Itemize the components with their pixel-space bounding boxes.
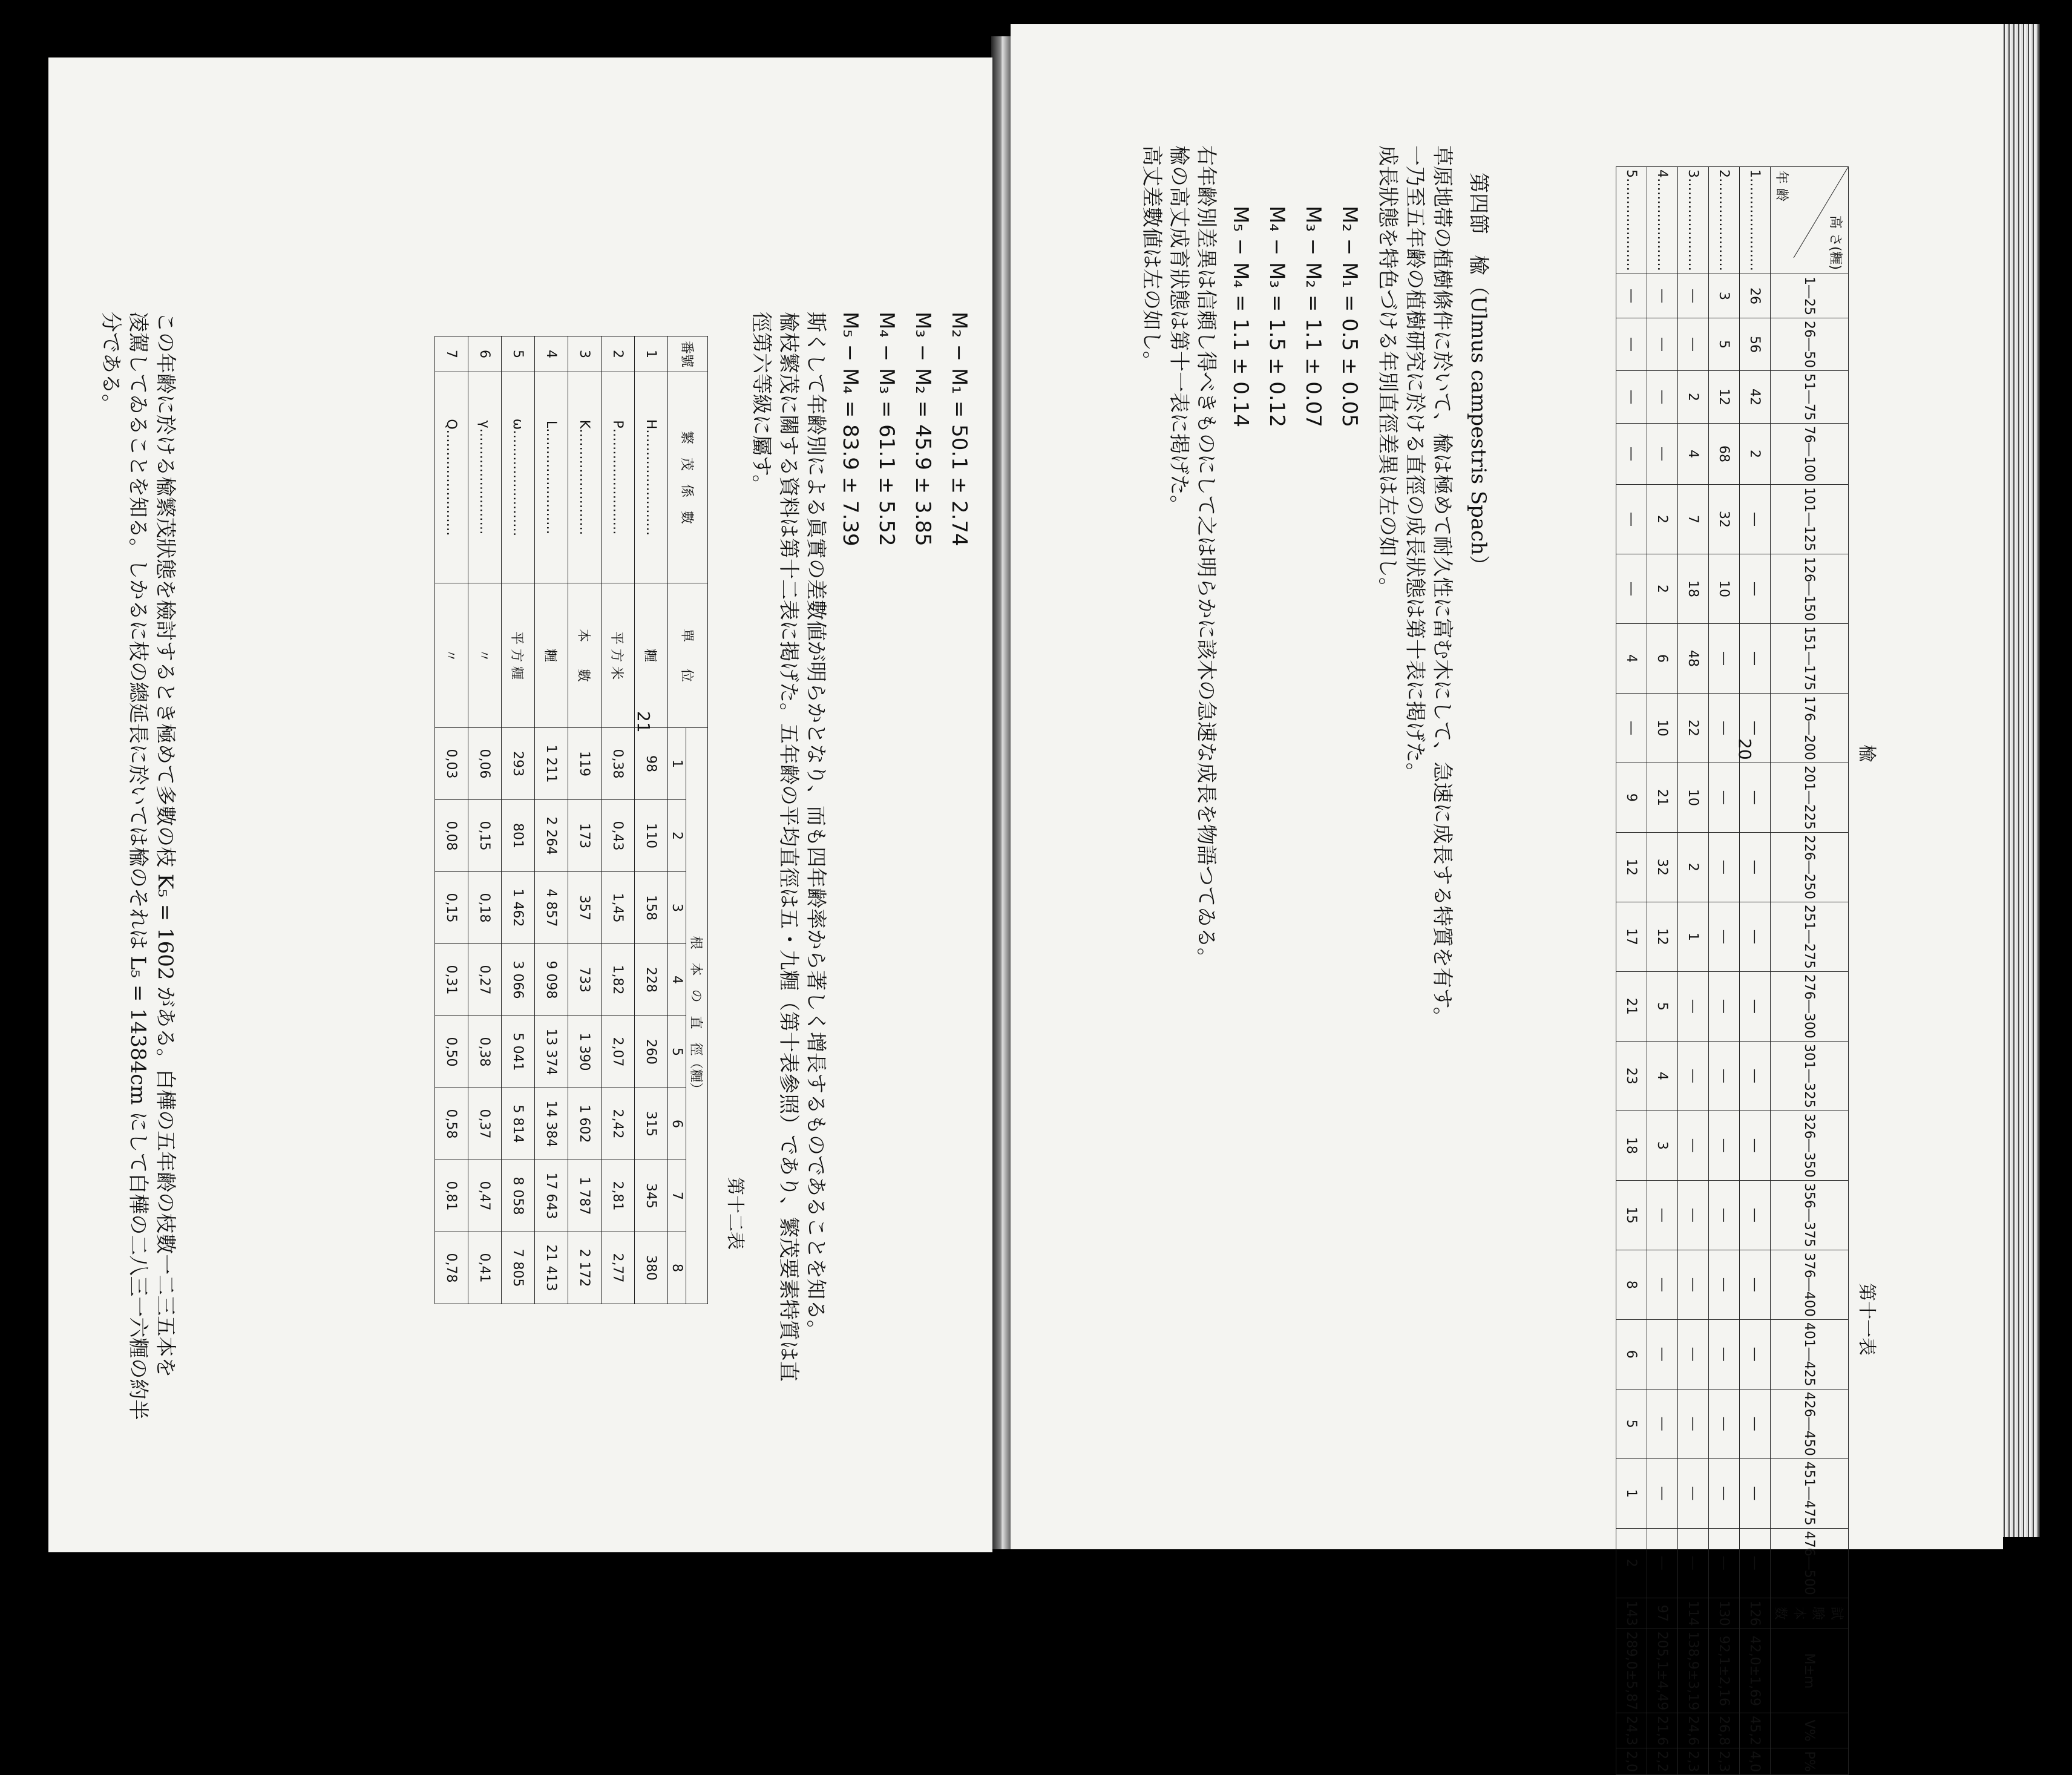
table-12-value-cell: 0,27 bbox=[468, 944, 502, 1016]
table-11-count-cell: ― bbox=[1740, 623, 1771, 693]
table-12-value-cell: 2,77 bbox=[602, 1232, 635, 1304]
table-11-count-cell: 42 bbox=[1740, 371, 1771, 424]
table-11-height-class: 451―475 bbox=[1771, 1458, 1849, 1528]
table-11-count-cell: ― bbox=[1709, 1180, 1740, 1250]
table-12-unit-cell: 本 數 bbox=[568, 583, 602, 728]
left-equation-1: M₂ − M₁ = 50.1 ± 2.74 bbox=[947, 312, 971, 546]
table-11-count-cell: ― bbox=[1740, 1389, 1771, 1458]
table-12-no-cell: 6 bbox=[468, 336, 502, 372]
right-page bbox=[1011, 24, 2003, 1773]
table-12-value-cell: 0,41 bbox=[468, 1232, 502, 1304]
table-11-p-cell: 2,0 bbox=[1616, 1748, 1647, 1775]
table-12-name-cell: Q…………………… bbox=[435, 372, 468, 583]
table-11-count-cell: ― bbox=[1740, 1250, 1771, 1319]
table-12-value-cell: 119 bbox=[568, 728, 602, 800]
table-12-value-cell: 0,08 bbox=[435, 800, 468, 872]
table-12-value-cell: 1 787 bbox=[568, 1160, 602, 1232]
table-12-value-cell: 801 bbox=[502, 800, 535, 872]
table-11-count-cell: ― bbox=[1740, 1111, 1771, 1180]
table-11-age-cell: 4………………… bbox=[1647, 167, 1678, 274]
table-12-value-cell: 0,43 bbox=[602, 800, 635, 872]
table-12-value-cell: 0,50 bbox=[435, 1016, 468, 1088]
table-11-corner-top: 高 さ(糎) bbox=[1828, 215, 1843, 270]
table-11-count-cell: 4 bbox=[1616, 623, 1647, 693]
page-header-table-label: 第十一表 bbox=[1856, 1283, 1877, 1356]
table-12-value-cell: 0,58 bbox=[435, 1088, 468, 1160]
table-row bbox=[502, 336, 535, 1304]
right-para1-line3: 成長狀態を特色づける年別直徑差異は左の如し。 bbox=[1375, 145, 1400, 598]
table-12-unit-cell: 平 方 糎 bbox=[502, 583, 535, 728]
table-11-v-cell: 24,6 bbox=[1678, 1713, 1709, 1748]
table-11-count-cell: 9 bbox=[1616, 763, 1647, 832]
table-12-col-name: 繁 茂 係 數 bbox=[668, 372, 708, 583]
table-12-no-cell: 5 bbox=[502, 336, 535, 372]
table-12-value-cell: 1 211 bbox=[535, 728, 568, 800]
right-para2-line3: 高丈差數値は左の如し。 bbox=[1139, 145, 1164, 372]
table-11-count-cell: 3 bbox=[1647, 1111, 1678, 1180]
left-page-rotated-content bbox=[48, 57, 992, 1552]
table-12-value-cell: 2,07 bbox=[602, 1016, 635, 1088]
table-11-height-class: 301―325 bbox=[1771, 1041, 1849, 1111]
table-11-count-cell: ― bbox=[1647, 318, 1678, 371]
table-11-count-cell: 12 bbox=[1616, 832, 1647, 902]
table-11-count-cell: ― bbox=[1740, 693, 1771, 763]
table-11-count-cell: 4 bbox=[1678, 424, 1709, 485]
table-11-p-cell: 4,0 bbox=[1740, 1748, 1771, 1775]
table-12-value-cell: 733 bbox=[568, 944, 602, 1016]
table-11-m-cell: 205,1±4,49 bbox=[1647, 1629, 1678, 1713]
right-equation-2: M₃ − M₂ = 1.1 ± 0.07 bbox=[1301, 206, 1325, 428]
table-11-count-cell: ― bbox=[1647, 1180, 1678, 1250]
left-equation-4: M₅ − M₄ = 83.9 ± 7.39 bbox=[838, 312, 862, 546]
table-12-diam-col: 7 bbox=[668, 1160, 686, 1232]
table-11-m-cell: 138,9±3,19 bbox=[1678, 1629, 1709, 1713]
table-12-value-cell: 14 384 bbox=[535, 1088, 568, 1160]
table-11-height-class: 76―100 bbox=[1771, 424, 1849, 485]
table-11-count-cell: ― bbox=[1740, 1458, 1771, 1528]
table-12-value-cell: 13 374 bbox=[535, 1016, 568, 1088]
table-11-count-cell: 1 bbox=[1678, 902, 1709, 971]
table-11-height-class: 151―175 bbox=[1771, 623, 1849, 693]
table-row bbox=[435, 336, 468, 1304]
table-12-value-cell: 357 bbox=[568, 872, 602, 944]
table-11-count-cell: ― bbox=[1647, 371, 1678, 424]
table-12-value-cell: 5 041 bbox=[502, 1016, 535, 1088]
table-11-count-cell: 2 bbox=[1678, 832, 1709, 902]
table-11-count-cell: ― bbox=[1709, 693, 1740, 763]
table-11-count-cell: ― bbox=[1647, 1389, 1678, 1458]
table-11-v-cell: 45,2 bbox=[1740, 1713, 1771, 1748]
table-11-height-class: 276―300 bbox=[1771, 971, 1849, 1041]
table-12-no-cell: 4 bbox=[535, 336, 568, 372]
table-12-value-cell: 2,81 bbox=[602, 1160, 635, 1232]
table-12-unit-cell: 平 方 米 bbox=[602, 583, 635, 728]
table-11-height-class: 1―25 bbox=[1771, 274, 1849, 318]
table-12-unit-cell: 糎 bbox=[635, 583, 668, 728]
table-11-count-cell: ― bbox=[1616, 274, 1647, 318]
table-11-height-class: 101―125 bbox=[1771, 485, 1849, 554]
table-11-count-cell: ― bbox=[1709, 832, 1740, 902]
table-11-count-cell: ― bbox=[1616, 693, 1647, 763]
table-11-count-cell: 3 bbox=[1709, 274, 1740, 318]
table-11-count-cell: 32 bbox=[1709, 485, 1740, 554]
table-12-value-cell: 228 bbox=[635, 944, 668, 1016]
table-12-value-cell: 0,31 bbox=[435, 944, 468, 1016]
table-12-value-cell: 5 814 bbox=[502, 1088, 535, 1160]
table-11-count-cell: 2 bbox=[1616, 1528, 1647, 1598]
table-11-count-cell: 12 bbox=[1647, 902, 1678, 971]
table-11-count-cell: 5 bbox=[1709, 318, 1740, 371]
table-12-value-cell: 173 bbox=[568, 800, 602, 872]
table-12-name-cell: γ…………………… bbox=[468, 372, 502, 583]
table-12-unit-cell: 〃 bbox=[435, 583, 468, 728]
table-11-count-cell: ― bbox=[1740, 1319, 1771, 1389]
table-11-age-cell: 3………………… bbox=[1678, 167, 1709, 274]
table-11-n-cell: 126 bbox=[1740, 1598, 1771, 1629]
table-11-count-cell: ― bbox=[1616, 318, 1647, 371]
table-11-age-cell: 1………………… bbox=[1740, 167, 1771, 274]
right-equation-1: M₂ − M₁ = 0.5 ± 0.05 bbox=[1337, 206, 1362, 428]
table-12-value-cell: 9 098 bbox=[535, 944, 568, 1016]
table-12-value-cell: 0,47 bbox=[468, 1160, 502, 1232]
table-12-value-cell: 345 bbox=[635, 1160, 668, 1232]
table-11-p-cell: 2,3 bbox=[1678, 1748, 1709, 1775]
table-11-count-cell: ― bbox=[1616, 424, 1647, 485]
table-12-name-cell: ω…………………… bbox=[502, 372, 535, 583]
table-12-value-cell: 0,37 bbox=[468, 1088, 502, 1160]
table-11-count-cell: ― bbox=[1678, 1528, 1709, 1598]
table-11-extra-header: V% bbox=[1771, 1713, 1849, 1748]
table-12-no-cell: 7 bbox=[435, 336, 468, 372]
table-12-value-cell: 2 264 bbox=[535, 800, 568, 872]
table-11-count-cell: 1 bbox=[1616, 1458, 1647, 1528]
table-12-value-cell: 0,38 bbox=[468, 1016, 502, 1088]
table-12-value-cell: 1 602 bbox=[568, 1088, 602, 1160]
table-11-count-cell: ― bbox=[1647, 1458, 1678, 1528]
table-11-count-cell: 2 bbox=[1678, 371, 1709, 424]
table-11-count-cell: ― bbox=[1740, 554, 1771, 623]
table-11-count-cell: ― bbox=[1616, 371, 1647, 424]
table-11-count-cell: ― bbox=[1678, 971, 1709, 1041]
table-12-diam-col: 3 bbox=[668, 872, 686, 944]
table-12-value-cell: 110 bbox=[635, 800, 668, 872]
table-11-count-cell: ― bbox=[1740, 1041, 1771, 1111]
table-11-height-class: 356―375 bbox=[1771, 1180, 1849, 1250]
table-11-height-class: 376―400 bbox=[1771, 1250, 1849, 1319]
table-12-value-cell: 2 172 bbox=[568, 1232, 602, 1304]
table-11-count-cell: ― bbox=[1740, 971, 1771, 1041]
table-12-value-cell: 2,42 bbox=[602, 1088, 635, 1160]
table-11-count-cell: ― bbox=[1678, 1319, 1709, 1389]
table-11-height-class: 251―275 bbox=[1771, 902, 1849, 971]
table-11-height-class: 51―75 bbox=[1771, 371, 1849, 424]
table-11-count-cell: ― bbox=[1740, 1180, 1771, 1250]
table-12-value-cell: 17 643 bbox=[535, 1160, 568, 1232]
table-12-col-unit: 單 位 bbox=[668, 583, 708, 728]
table-11-count-cell: 4 bbox=[1647, 1041, 1678, 1111]
table-11-height-class: 326―350 bbox=[1771, 1111, 1849, 1180]
page-number-20: 20 bbox=[1735, 738, 1755, 760]
table-11-count-cell: 56 bbox=[1740, 318, 1771, 371]
table-11-count-cell: ― bbox=[1647, 274, 1678, 318]
table-11-count-cell: ― bbox=[1709, 1111, 1740, 1180]
table-12-diam-col: 8 bbox=[668, 1232, 686, 1304]
right-para1-line1: 草原地帯の植樹條件に於いて、楡は極めて耐久性に富む木にして、急速に成長する特質を有す。 bbox=[1430, 145, 1454, 1028]
table-11-count-cell: 17 bbox=[1616, 902, 1647, 971]
table-11-count-cell: 10 bbox=[1709, 554, 1740, 623]
table-11-p-cell: 2,2 bbox=[1647, 1748, 1678, 1775]
right-page-rotated-content bbox=[1011, 24, 2003, 1773]
table-12-no-cell: 3 bbox=[568, 336, 602, 372]
table-11 bbox=[1616, 166, 1849, 1775]
table-12-diam-col: 6 bbox=[668, 1088, 686, 1160]
table-11-age-cell: 5………………… bbox=[1616, 167, 1647, 274]
table-11-count-cell: ― bbox=[1678, 1180, 1709, 1250]
table-11-extra-header: 試験本数 bbox=[1771, 1598, 1849, 1629]
left-para1-line3: 徑第六等級に屬す。 bbox=[749, 312, 773, 496]
table-12-value-cell: 7 805 bbox=[502, 1232, 535, 1304]
table-12-value-cell: 315 bbox=[635, 1088, 668, 1160]
table-12-value-cell: 4 857 bbox=[535, 872, 568, 944]
table-12-value-cell: 0,03 bbox=[435, 728, 468, 800]
table-11-count-cell: ― bbox=[1678, 1250, 1709, 1319]
table-11-count-cell: ― bbox=[1647, 1250, 1678, 1319]
table-12-value-cell: 260 bbox=[635, 1016, 668, 1088]
table-11-count-cell: 2 bbox=[1740, 424, 1771, 485]
table-12-value-cell: 0,78 bbox=[435, 1232, 468, 1304]
table-11-p-cell: 2,3 bbox=[1709, 1748, 1740, 1775]
table-11-corner-bottom: 年 齢 bbox=[1774, 171, 1789, 202]
table-row bbox=[468, 336, 502, 1304]
right-equation-4: M₅ − M₄ = 1.1 ± 0.14 bbox=[1228, 206, 1253, 428]
table-12-header-group: 根 本 の 直 徑（糎） bbox=[686, 728, 708, 1304]
table-11-count-cell: ― bbox=[1709, 1389, 1740, 1458]
table-11-count-cell: 6 bbox=[1647, 623, 1678, 693]
table-11-n-cell: 114 bbox=[1678, 1598, 1709, 1629]
table-12-value-cell: 98 bbox=[635, 728, 668, 800]
table-11-count-cell: ― bbox=[1678, 1389, 1709, 1458]
table-11-count-cell: 10 bbox=[1678, 763, 1709, 832]
table-11-count-cell: ― bbox=[1709, 763, 1740, 832]
table-12-value-cell: 0,06 bbox=[468, 728, 502, 800]
table-12-value-cell: 0,15 bbox=[435, 872, 468, 944]
table-12-diam-col: 5 bbox=[668, 1016, 686, 1088]
table-11-v-cell: 26,8 bbox=[1709, 1713, 1740, 1748]
table-row bbox=[1709, 167, 1740, 1775]
table-11-height-class: 201―225 bbox=[1771, 763, 1849, 832]
table-12-no-cell: 1 bbox=[635, 336, 668, 372]
table-11-count-cell: 23 bbox=[1616, 1041, 1647, 1111]
table-11-count-cell: 5 bbox=[1647, 971, 1678, 1041]
table-11-m-cell: 289,0±5,87 bbox=[1616, 1629, 1647, 1713]
table-row bbox=[602, 336, 635, 1304]
table-11-count-cell: 10 bbox=[1647, 693, 1678, 763]
table-11-count-cell: ― bbox=[1709, 1319, 1740, 1389]
table-11-count-cell: 6 bbox=[1616, 1319, 1647, 1389]
left-para1-line1: 斯くして年齢別による眞實の差數値が明らかとなり、而も四年齢率から著しく增長するものであることを知る。 bbox=[804, 312, 828, 1340]
table-11-height-class: 226―250 bbox=[1771, 832, 1849, 902]
table-11-count-cell: ― bbox=[1616, 554, 1647, 623]
table-11-n-cell: 143 bbox=[1616, 1598, 1647, 1629]
table-12-value-cell: 0,38 bbox=[602, 728, 635, 800]
page-header-center: 楡 bbox=[1856, 744, 1877, 763]
table-12-value-cell: 0,15 bbox=[468, 800, 502, 872]
table-11-count-cell: ― bbox=[1647, 1319, 1678, 1389]
left-para2-line3: 分である。 bbox=[99, 312, 123, 415]
table-11-count-cell: 5 bbox=[1616, 1389, 1647, 1458]
table-11-count-cell: 2 bbox=[1647, 485, 1678, 554]
table-11-count-cell: 12 bbox=[1709, 371, 1740, 424]
table-12-diam-col: 2 bbox=[668, 800, 686, 872]
table-11-count-cell: 22 bbox=[1678, 693, 1709, 763]
table-11-height-class: 26―50 bbox=[1771, 318, 1849, 371]
table-11-count-cell: ― bbox=[1678, 1041, 1709, 1111]
right-para2-line1: 右年齢別差異は信頼し得べきものにして之は明らかに該木の急速な成長を物語つてゐる。 bbox=[1194, 145, 1218, 968]
table-11-height-class: 476―500 bbox=[1771, 1528, 1849, 1598]
table-11-height-class: 426―450 bbox=[1771, 1389, 1849, 1458]
left-para1-line2: 楡枝繁茂に關する資料は第十二表に掲げた。五年齢の平均直徑は五・九糎（第十表參照）であり、繁茂要素特質は直 bbox=[776, 312, 801, 1382]
table-11-corner-cell bbox=[1771, 167, 1849, 274]
table-11-extra-header: M±m bbox=[1771, 1629, 1849, 1713]
table-11-count-cell: ― bbox=[1740, 1528, 1771, 1598]
table-12-value-cell: 1,45 bbox=[602, 872, 635, 944]
left-para2-line1: この年齢に於ける楡繁茂狀態を檢討するとき極めて多數の枝 K₅ = 1602 がある。白樺の五年齢の枝數一二三五本を bbox=[153, 312, 177, 1378]
table-12-name-cell: P…………………… bbox=[602, 372, 635, 583]
table-11-age-cell: 2………………… bbox=[1709, 167, 1740, 274]
table-11-count-cell: 32 bbox=[1647, 832, 1678, 902]
table-12-value-cell: 293 bbox=[502, 728, 535, 800]
table-12-value-cell: 1,82 bbox=[602, 944, 635, 1016]
table-12-no-cell: 2 bbox=[602, 336, 635, 372]
table-row bbox=[1740, 167, 1771, 1775]
table-12-value-cell: 380 bbox=[635, 1232, 668, 1304]
table-12-name-cell: K…………………… bbox=[568, 372, 602, 583]
table-11-count-cell: ― bbox=[1678, 1111, 1709, 1180]
table-11-count-cell: ― bbox=[1709, 1041, 1740, 1111]
table-11-count-cell: ― bbox=[1740, 485, 1771, 554]
page-edges bbox=[1997, 24, 2039, 1537]
table-11-count-cell: 21 bbox=[1616, 971, 1647, 1041]
table-11-count-cell: ― bbox=[1709, 1528, 1740, 1598]
table-row bbox=[1616, 167, 1647, 1775]
left-equation-2: M₃ − M₂ = 45.9 ± 3.85 bbox=[911, 312, 935, 546]
table-11-m-cell: 92,1±2,16 bbox=[1709, 1629, 1740, 1713]
table-11-count-cell: 18 bbox=[1678, 554, 1709, 623]
table-row bbox=[635, 336, 668, 1304]
table-12-header-row-1 bbox=[686, 336, 708, 1304]
table-12-unit-cell: 糎 bbox=[535, 583, 568, 728]
right-equation-3: M₄ − M₃ = 1.5 ± 0.12 bbox=[1265, 206, 1289, 428]
table-11-count-cell: ― bbox=[1740, 832, 1771, 902]
table-11-count-cell: 8 bbox=[1616, 1250, 1647, 1319]
table-12-label: 第十二表 bbox=[724, 1177, 746, 1250]
table-11-count-cell: 15 bbox=[1616, 1180, 1647, 1250]
table-11-count-cell: ― bbox=[1709, 1458, 1740, 1528]
table-12-value-cell: 0,18 bbox=[468, 872, 502, 944]
table-12-value-cell: 0,81 bbox=[435, 1160, 468, 1232]
table-11-count-cell: 26 bbox=[1740, 274, 1771, 318]
left-para2-line2: 凌駕してゐることを知る。しかるに枝の總延長に於いては楡のそれは L₅ = 14384cm にして白樺の二八三一六糎の約半 bbox=[126, 312, 150, 1420]
page-number-21: 21 bbox=[634, 711, 654, 733]
table-12-value-cell: 21 413 bbox=[535, 1232, 568, 1304]
table-11-count-cell: ― bbox=[1616, 485, 1647, 554]
left-equation-3: M₄ − M₃ = 61.1 ± 5.52 bbox=[874, 312, 899, 546]
left-page bbox=[48, 57, 992, 1552]
table-11-height-class: 176―200 bbox=[1771, 693, 1849, 763]
right-para1-line2: 一乃至五年齢の植樹研究に於ける直徑の成長狀態は第十表に掲げた。 bbox=[1403, 145, 1427, 783]
section-heading: 第四節 楡（Ulmus campestris Spach） bbox=[1466, 172, 1490, 576]
table-11-count-cell: ― bbox=[1709, 1250, 1740, 1319]
table-11-count-cell: ― bbox=[1740, 902, 1771, 971]
table-11-count-cell: ― bbox=[1709, 623, 1740, 693]
table-12-diam-col: 1 bbox=[668, 728, 686, 800]
table-11-m-cell: 42,0±1,69 bbox=[1740, 1629, 1771, 1713]
table-11-count-cell: ― bbox=[1709, 971, 1740, 1041]
table-11-count-cell: 68 bbox=[1709, 424, 1740, 485]
table-11-header-row bbox=[1771, 167, 1849, 1775]
table-row bbox=[535, 336, 568, 1304]
table-11-height-class: 401―425 bbox=[1771, 1319, 1849, 1389]
table-row bbox=[1647, 167, 1678, 1775]
table-12-unit-cell: 〃 bbox=[468, 583, 502, 728]
table-12-value-cell: 1 390 bbox=[568, 1016, 602, 1088]
table-11-n-cell: 97 bbox=[1647, 1598, 1678, 1629]
table-row bbox=[1678, 167, 1709, 1775]
table-11-v-cell: 21,6 bbox=[1647, 1713, 1678, 1748]
table-11-count-cell: 48 bbox=[1678, 623, 1709, 693]
table-12 bbox=[434, 336, 708, 1304]
table-11-count-cell: ― bbox=[1678, 318, 1709, 371]
table-11-count-cell: ― bbox=[1709, 902, 1740, 971]
table-12-value-cell: 3 066 bbox=[502, 944, 535, 1016]
table-11-count-cell: 7 bbox=[1678, 485, 1709, 554]
table-11-count-cell: ― bbox=[1678, 1458, 1709, 1528]
book-spine bbox=[991, 36, 1012, 1549]
table-11-count-cell: 2 bbox=[1647, 554, 1678, 623]
table-12-diam-col: 4 bbox=[668, 944, 686, 1016]
table-12-name-cell: H…………………… bbox=[635, 372, 668, 583]
table-11-count-cell: ― bbox=[1678, 274, 1709, 318]
table-11-v-cell: 24,3 bbox=[1616, 1713, 1647, 1748]
table-11-extra-header: P% bbox=[1771, 1748, 1849, 1775]
table-11-height-class: 126―150 bbox=[1771, 554, 1849, 623]
table-row bbox=[568, 336, 602, 1304]
table-12-col-no: 番號 bbox=[668, 336, 708, 372]
table-12-value-cell: 1 462 bbox=[502, 872, 535, 944]
table-11-count-cell: 21 bbox=[1647, 763, 1678, 832]
table-12-value-cell: 8 058 bbox=[502, 1160, 535, 1232]
table-11-count-cell: ― bbox=[1647, 424, 1678, 485]
table-12-value-cell: 158 bbox=[635, 872, 668, 944]
table-11-count-cell: ― bbox=[1740, 763, 1771, 832]
table-11-count-cell: 18 bbox=[1616, 1111, 1647, 1180]
table-11-count-cell: ― bbox=[1647, 1528, 1678, 1598]
table-11-n-cell: 130 bbox=[1709, 1598, 1740, 1629]
right-para2-line2: 楡の高丈成育狀態は第十一表に掲げた。 bbox=[1167, 145, 1191, 516]
table-12-name-cell: L…………………… bbox=[535, 372, 568, 583]
